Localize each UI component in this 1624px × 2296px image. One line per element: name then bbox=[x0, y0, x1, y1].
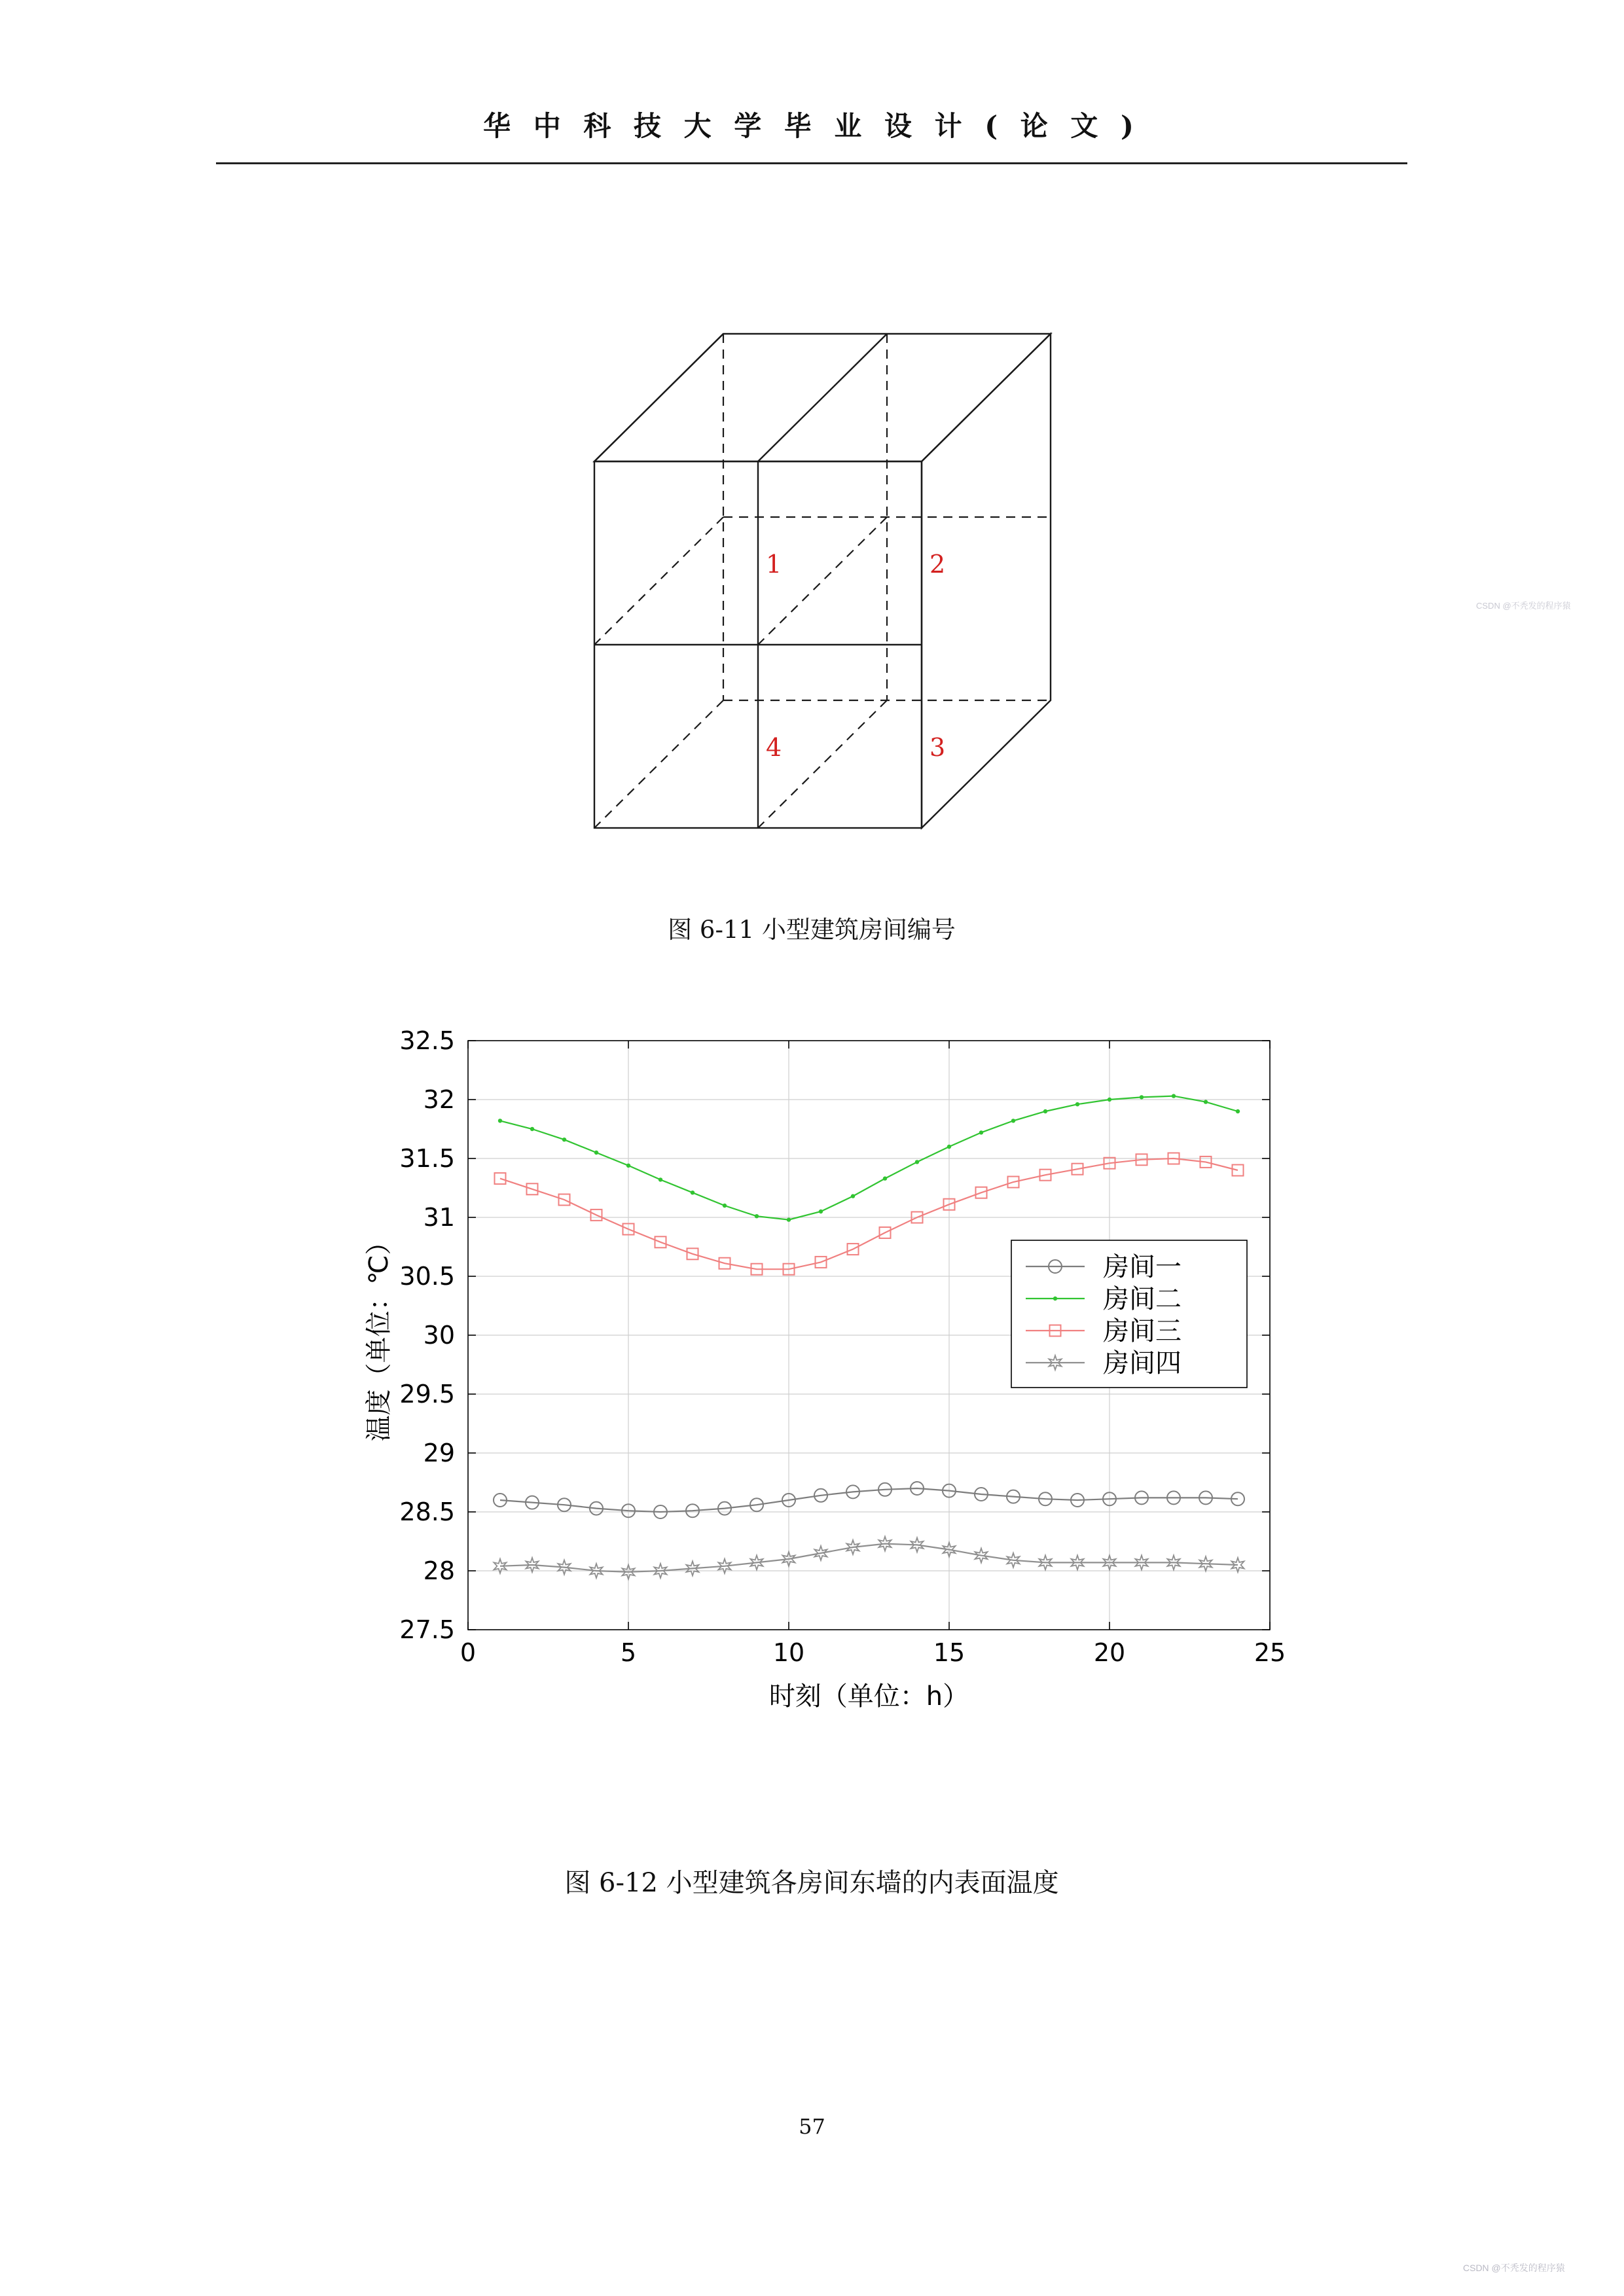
data-point bbox=[498, 1119, 502, 1122]
y-axis-label: 温度（单位：℃） bbox=[364, 1229, 394, 1442]
ytick-label: 31 bbox=[423, 1203, 455, 1232]
data-point bbox=[659, 1177, 662, 1181]
page-header bbox=[216, 105, 1407, 144]
data-point bbox=[755, 1214, 759, 1218]
data-point bbox=[594, 1151, 598, 1155]
data-point bbox=[819, 1210, 823, 1213]
ytick-label: 31.5 bbox=[399, 1144, 455, 1173]
xtick-label: 15 bbox=[933, 1638, 965, 1667]
ytick-label: 29.5 bbox=[399, 1380, 455, 1408]
building-isometric-svg bbox=[589, 327, 1087, 870]
data-point bbox=[979, 1130, 983, 1134]
data-point bbox=[562, 1138, 566, 1141]
data-point bbox=[1204, 1100, 1208, 1103]
xtick-label: 5 bbox=[620, 1638, 637, 1667]
data-point bbox=[883, 1176, 887, 1180]
page-number: 57 bbox=[799, 2114, 825, 2139]
room-label-2: 2 bbox=[929, 550, 946, 579]
watermark-bottom: CSDN @不秃发的程序猿 bbox=[1463, 2263, 1565, 2273]
ytick-label: 28 bbox=[423, 1556, 455, 1585]
data-point bbox=[1108, 1098, 1111, 1102]
xtick-label: 20 bbox=[1093, 1638, 1126, 1667]
header-title: 华 中 科 技 大 学 毕 业 设 计 ( 论 文 ) bbox=[483, 110, 1140, 142]
legend-label: 房间四 bbox=[1103, 1348, 1182, 1378]
x-axis-label: 时刻（单位：h） bbox=[768, 1681, 969, 1712]
header-divider bbox=[216, 162, 1407, 164]
data-point bbox=[1011, 1119, 1015, 1122]
ytick-label: 30.5 bbox=[399, 1262, 455, 1291]
legend-label: 房间一 bbox=[1103, 1252, 1182, 1282]
data-point bbox=[1140, 1095, 1144, 1099]
ytick-label: 29 bbox=[423, 1439, 455, 1467]
data-point bbox=[1172, 1094, 1176, 1098]
data-point bbox=[530, 1127, 534, 1131]
ytick-label: 32.5 bbox=[399, 1026, 455, 1055]
room-label-3: 3 bbox=[929, 733, 946, 762]
data-point bbox=[787, 1217, 791, 1221]
figure-building-diagram bbox=[589, 327, 1087, 870]
data-point bbox=[691, 1191, 695, 1194]
figure-6-12-caption: 图 6-12 小型建筑各房间东墙的内表面温度 bbox=[564, 1868, 1059, 1898]
temperature-line-chart bbox=[327, 1014, 1348, 1800]
xtick-label: 0 bbox=[460, 1638, 477, 1667]
ytick-label: 30 bbox=[423, 1321, 455, 1350]
data-point bbox=[723, 1204, 727, 1208]
data-point bbox=[915, 1160, 919, 1164]
data-point bbox=[851, 1194, 855, 1198]
ytick-label: 27.5 bbox=[399, 1615, 455, 1644]
data-point bbox=[947, 1145, 951, 1149]
room-label-4: 4 bbox=[766, 733, 782, 762]
data-point bbox=[1236, 1109, 1240, 1113]
ytick-label: 28.5 bbox=[399, 1498, 455, 1526]
legend-label: 房间三 bbox=[1103, 1316, 1182, 1346]
legend-label: 房间二 bbox=[1103, 1284, 1182, 1314]
xtick-label: 25 bbox=[1254, 1638, 1286, 1667]
data-point bbox=[1043, 1109, 1047, 1113]
data-point bbox=[626, 1164, 630, 1168]
room-label-1: 1 bbox=[766, 550, 782, 579]
watermark-right: CSDN @不秃发的程序猿 bbox=[1476, 601, 1571, 611]
figure-temperature-chart bbox=[327, 1014, 1348, 1800]
figure-6-11-caption: 图 6-11 小型建筑房间编号 bbox=[668, 916, 956, 944]
ytick-label: 32 bbox=[423, 1085, 455, 1114]
data-point bbox=[1075, 1102, 1079, 1106]
xtick-label: 10 bbox=[772, 1638, 805, 1667]
data-point bbox=[1053, 1297, 1057, 1300]
